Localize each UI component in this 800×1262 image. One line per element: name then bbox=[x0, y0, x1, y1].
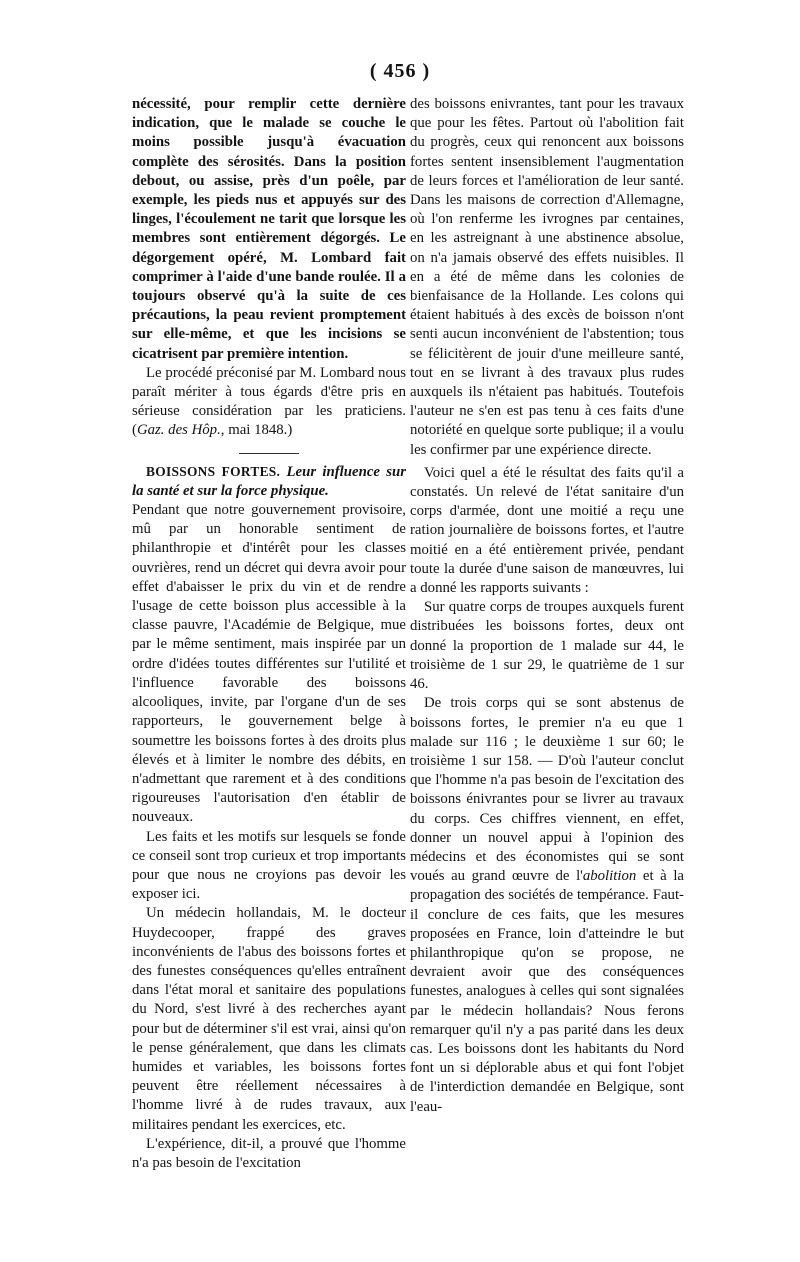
citation-date: , mai 1848.) bbox=[220, 422, 293, 439]
paragraph-lombard-procedure: nécessité, pour remplir cette dernière indication, que le malade se couche le moins possible jusqu'à évacuation complète des sérosités. Dans la position debout, ou assise, près d'un poêle, par exemple, les pieds nus et appuyés sur des linges, l'écoulement ne tarit que lorsque les membres sont entièrement dégorgés. Le dégorgement opéré, M. Lombard fait comprimer à l'aide d'une bande roulée. Il a toujours observé qu'à la suite de ces précautions, la peau revient promptement sur elle-même, et que les incisions se cicatrisent par première intention. bbox=[132, 96, 406, 362]
section-title: BOISSONS FORTES. bbox=[146, 463, 281, 479]
paragraph-text: Le procédé préconisé par M. Lombard nous paraît mériter à tous égards d'être pris en sérieuse considération par les praticiens. ( bbox=[132, 364, 406, 439]
section-divider bbox=[239, 453, 299, 454]
paragraph-four-corps: Sur quatre corps de troupes auxquels furent distribuées les boissons fortes, deux ont donné la proportion de 1 malade sur 44, le troisième de 1 sur 29, le quatrième de 1 sur 46. bbox=[410, 599, 684, 693]
left-column bbox=[132, 95, 406, 1173]
paragraph-text-continued: et à la propagation des sociétés de tempérance. Faut-il conclure de ces faits, que les mesures proposées en France, loin d'atteindre le but philanthropique qu'on se propose, ne devraient avoir que des conséquences funestes, analogues à celles qui sont signalées par le médecin hollandais? Nous ferons remarquer qu'il n'y a pas parité dans les deux cas. Les boissons dont les habitants du Nord font un si déplorable abus et qui font l'objet de l'interdiction demandée en Belgique, sont l'eau- bbox=[410, 868, 684, 1115]
page-number: ( 456 ) bbox=[369, 60, 431, 82]
paragraph-abolition-progress: des boissons enivrantes, tant pour les travaux que pour les fêtes. Partout où l'abolition fait du progrès, ceux qui renoncent aux boissons fortes sentent insensiblement l'augmentation de leurs forces et l'amélioration de leur santé. Dans les maisons de correction d'Allemagne, où l'on renferme les ivrognes par centaines, en les astreignant à une abstinence absolue, on n'a jamais observé des effets nuisibles. Il en a été de même dans les colonies de bienfaisance de la Hollande. Les colons qui étaient habitués à des excès de boisson n'ont senti aucun inconvénient de l'abstention; tous se félicitèrent de jouir d'une meilleure santé, tout en se livrant à des travaux plus rudes auxquels ils n'étaient pas habitués. Toutefois l'auteur ne s'en est pas tenu à ces faits d'une notoriété en quelque sorte publique; il a voulu les confirmer par une expérience directe. bbox=[410, 96, 684, 458]
paragraph-lombard-recommendation bbox=[132, 364, 406, 441]
section-heading bbox=[132, 462, 406, 501]
citation-source: Gaz. des Hôp. bbox=[136, 422, 221, 439]
right-column bbox=[410, 95, 684, 1117]
paragraph-huydecooper: Un médecin hollandais, M. le docteur Huydecooper, frappé des graves inconvénients de l'abus des boissons fortes et des funestes conséquences qu'elles entraînent dans l'état moral et sanitaire des populations du Nord, s'est livré à des recherches ayant pour but de déterminer s'il est vrai, ainsi qu'on le pense généralement, que dans les climats humides et variables, les boissons fortes peuvent être réellement nécessaires à l'homme livré à de rudes travaux, aux militaires pendant les exercices, etc. bbox=[132, 905, 406, 1133]
paragraph-motives: Les faits et les motifs sur lesquels se fonde ce conseil sont trop curieux et trop importants pour que nous ne croyions pas devoir les exposer ici. bbox=[132, 828, 406, 903]
paragraph-three-corps bbox=[410, 694, 684, 1116]
paragraph-army-results: Voici quel a été le résultat des faits qu'il a constatés. Un relevé de l'état sanitaire d'un corps d'armée, dont une moitié a reçu une ration journalière de boissons fortes, et l'autre moitié en a été entièrement privée, pendant toute la durée d'une saison de manœuvres, lui a donné les rapports suivants : bbox=[410, 464, 684, 597]
paragraph-text: De trois corps qui se sont abstenus de boissons fortes, le premier n'a eu que 1 malade sur 116 ; le deuxième 1 sur 60; le troisième 1 sur 158. — D'où l'auteur conclut que l'homme n'a pas besoin de l'excitation des boissons énivrantes pour se livrer au travaux du corps. Ces chiffres viennent, en effet, donner un nouvel appui à l'opinion des médecins et des économistes qui se sont voués au grand œuvre de l' bbox=[410, 695, 684, 885]
italic-term: abolition bbox=[582, 868, 637, 885]
paragraph-government-decree: Pendant que notre gouvernement provisoire, mû par un honorable sentiment de philanthropie et d'intérêt pour les classes ouvrières, rend un décret qui devra avoir pour effet d'abaisser le prix du vin et de rendre l'usage de cette boisson plus accessible à la classe pauvre, l'Académie de Belgique, mue par le même sentiment, mais inspirée par un ordre d'idées toutes différentes sur l'utilité et l'influence favorable des boissons alcooliques, invite, par l'organe d'un de ses rapporteurs, le gouvernement belge à soumettre les boissons fortes à des droits plus élevés et à limiter le nombre des débits, en n'admettant que rarement et à des conditions rigoureuses l'autorisation d'en établir de nouveaux. bbox=[132, 502, 406, 826]
section-subtitle: Leur influence sur la santé et sur la force physique. bbox=[132, 463, 407, 499]
paragraph-experience: L'expérience, dit-il, a prouvé que l'homme n'a pas besoin de l'excitation bbox=[132, 1135, 406, 1171]
